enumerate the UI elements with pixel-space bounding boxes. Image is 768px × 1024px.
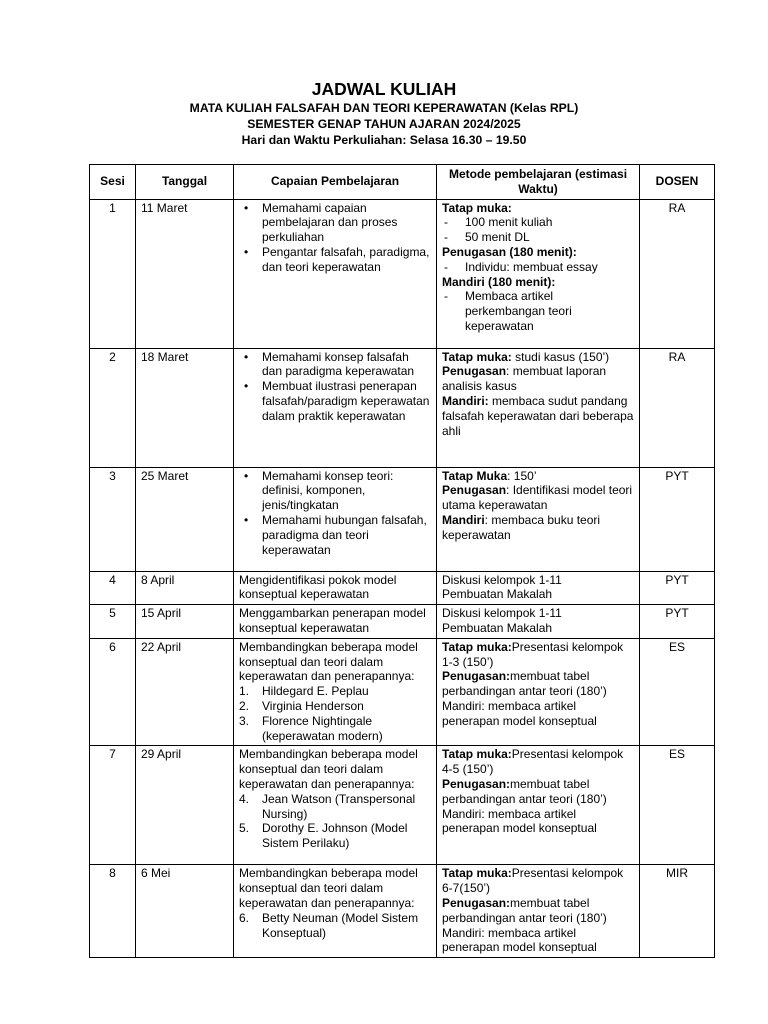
theory-number: 3. bbox=[239, 713, 250, 728]
method-text: 50 menit DL bbox=[465, 230, 530, 245]
theory-list bbox=[239, 911, 431, 941]
theory-item bbox=[239, 911, 431, 941]
theory-item bbox=[239, 821, 431, 851]
method-text: : membaca buku teori keperawatan bbox=[442, 512, 601, 542]
method-label: Tatap Muka bbox=[442, 468, 508, 483]
learning-outcome-list bbox=[239, 469, 431, 558]
lecturer-code: PYT bbox=[640, 605, 715, 639]
method-line bbox=[442, 669, 634, 699]
session-number: 5 bbox=[90, 605, 136, 639]
column-header-metode: Metode pembelajaran (estimasi Waktu) bbox=[437, 165, 640, 200]
method-text: : membuat laporan analisis kasus bbox=[442, 364, 607, 394]
method-line bbox=[442, 621, 634, 636]
lecturer-code: PYT bbox=[640, 571, 715, 605]
method-line bbox=[442, 245, 634, 260]
method-cell bbox=[437, 746, 640, 865]
method-text: : 150’ bbox=[507, 468, 537, 483]
column-header-sesi: Sesi bbox=[90, 165, 136, 200]
table-row bbox=[90, 199, 715, 348]
theory-name: Betty Neuman (Model Sistem Konseptual) bbox=[262, 910, 419, 940]
theory-name: Virginia Henderson bbox=[262, 698, 364, 713]
theory-list bbox=[239, 684, 431, 743]
theory-item bbox=[239, 792, 431, 822]
theory-number: 6. bbox=[239, 910, 250, 925]
learning-outcome-cell bbox=[234, 571, 437, 605]
course-name: MATA KULIAH FALSAFAH DAN TEORI KEPERAWATAN (Kelas RPL) bbox=[189, 101, 579, 115]
method-text: membuat tabel perbandingan antar teori (180’) bbox=[442, 776, 607, 806]
method-text: membaca sudut pandang falsafah keperawatan dari beberapa ahli bbox=[442, 393, 634, 438]
lecturer-code: ES bbox=[640, 638, 715, 746]
method-cell bbox=[437, 348, 640, 467]
method-label: Penugasan bbox=[442, 364, 507, 379]
method-label: Penugasan (180 menit): bbox=[442, 244, 577, 259]
session-date: 11 Maret bbox=[136, 199, 234, 348]
method-label: Mandiri bbox=[442, 512, 485, 527]
method-line bbox=[442, 350, 634, 365]
learning-outcome-list bbox=[239, 201, 431, 275]
table-header-row bbox=[90, 165, 715, 200]
column-header-capaian: Capaian Pembelajaran bbox=[234, 165, 437, 200]
learning-outcome-item: • Membuat ilustrasi penerapan falsafah/paradigm keperawatan dalam praktik keperawatan bbox=[239, 379, 431, 423]
method-line bbox=[442, 606, 634, 621]
learning-outcome-item: • Memahami hubungan falsafah, paradigma dan teori keperawatan bbox=[239, 513, 431, 557]
table-row bbox=[90, 746, 715, 865]
learning-outcome-item: • Pengantar falsafah, paradigma, dan teori keperawatan bbox=[239, 245, 431, 275]
method-line bbox=[442, 896, 634, 926]
method-line bbox=[442, 364, 634, 394]
method-line bbox=[442, 215, 634, 230]
method-text: studi kasus (150’) bbox=[511, 349, 610, 364]
theory-name: Hildegard E. Peplau bbox=[262, 684, 369, 699]
method-line bbox=[442, 587, 634, 602]
document-title: JADWAL KULIAH bbox=[311, 79, 457, 99]
method-label: Penugasan: bbox=[442, 776, 511, 791]
method-line bbox=[442, 573, 634, 588]
method-text: Pembuatan Makalah bbox=[442, 620, 553, 635]
learning-outcome-text: Membandingkan beberapa model konseptual dan teori dalam keperawatan dan penerapannya: bbox=[239, 747, 418, 791]
method-line bbox=[442, 469, 634, 484]
method-text: Pembuatan Makalah bbox=[442, 587, 553, 602]
theory-name: Dorothy E. Johnson (Model Sistem Perilaku) bbox=[262, 821, 408, 851]
theory-item bbox=[239, 684, 431, 699]
method-text: Diskusi kelompok 1-11 bbox=[442, 606, 562, 621]
session-number: 8 bbox=[90, 865, 136, 958]
method-text: Membaca artikel perkembangan teori keperawatan bbox=[465, 289, 572, 333]
method-label: Tatap muka: bbox=[442, 866, 512, 881]
method-label: Mandiri (180 menit): bbox=[442, 274, 556, 289]
learning-outcome-item: • Memahami konsep falsafah dan paradigma keperawatan bbox=[239, 350, 431, 380]
method-line bbox=[442, 394, 634, 438]
lecturer-code: ES bbox=[640, 746, 715, 865]
session-number: 7 bbox=[90, 746, 136, 865]
theory-number: 5. bbox=[239, 821, 250, 836]
document-header bbox=[0, 78, 768, 148]
learning-outcome-text: Mengidentifikasi pokok model konseptual keperawatan bbox=[239, 572, 397, 602]
method-line bbox=[442, 289, 634, 333]
session-number: 4 bbox=[90, 571, 136, 605]
method-text: Mandiri: membaca artikel penerapan model konseptual bbox=[442, 925, 597, 955]
method-cell bbox=[437, 865, 640, 958]
learning-outcome-text: Menggambarkan penerapan model konseptual keperawatan bbox=[239, 606, 426, 635]
learning-outcome-item: • Memahami capaian pembelajaran dan proses perkuliahan bbox=[239, 201, 431, 245]
session-date: 8 April bbox=[136, 571, 234, 605]
method-line bbox=[442, 640, 634, 670]
lecturer-code: RA bbox=[640, 348, 715, 467]
theory-number: 2. bbox=[239, 698, 250, 713]
session-date: 25 Maret bbox=[136, 467, 234, 571]
method-line bbox=[442, 483, 634, 513]
learning-outcome-text: Membandingkan beberapa model konseptual dan teori dalam keperawatan dan penerapannya: bbox=[239, 639, 418, 684]
method-line bbox=[442, 230, 634, 245]
method-text: Mandiri: membaca artikel penerapan model konseptual bbox=[442, 806, 597, 836]
learning-outcome-cell bbox=[234, 348, 437, 467]
learning-outcome-item: • Memahami konsep teori: definisi, komponen, jenis/tingkatan bbox=[239, 469, 431, 513]
theory-name: Jean Watson (Transpersonal Nursing) bbox=[262, 791, 416, 821]
method-label: Tatap muka: bbox=[442, 747, 512, 762]
method-line bbox=[442, 807, 634, 837]
session-number: 6 bbox=[90, 638, 136, 746]
method-text: Presentasi kelompok 4-5 (150’) bbox=[442, 747, 624, 777]
method-label: Penugasan: bbox=[442, 895, 511, 910]
method-text: Mandiri: membaca artikel penerapan model konseptual bbox=[442, 698, 597, 728]
column-header-tanggal: Tanggal bbox=[136, 165, 234, 200]
theory-name: Florence Nightingale (keperawatan modern) bbox=[262, 713, 383, 743]
method-text: Presentasi kelompok 6-7(150’) bbox=[442, 866, 624, 896]
method-label: Penugasan bbox=[442, 483, 507, 498]
lecturer-code: PYT bbox=[640, 467, 715, 571]
method-text: : Identifikasi model teori utama keperawatan bbox=[442, 483, 633, 513]
session-number: 2 bbox=[90, 348, 136, 467]
column-header-dosen: DOSEN bbox=[640, 165, 715, 200]
theory-number: 1. bbox=[239, 684, 250, 699]
learning-outcome-text: Membandingkan beberapa model konseptual dan teori dalam keperawatan dan penerapannya: bbox=[239, 866, 418, 910]
method-cell bbox=[437, 467, 640, 571]
method-text: Individu: membuat essay bbox=[465, 259, 598, 274]
method-line bbox=[442, 777, 634, 807]
table-row bbox=[90, 865, 715, 958]
method-cell bbox=[437, 571, 640, 605]
theory-list bbox=[239, 792, 431, 851]
session-date: 15 April bbox=[136, 605, 234, 639]
theory-number: 4. bbox=[239, 791, 250, 806]
session-number: 3 bbox=[90, 467, 136, 571]
table-row bbox=[90, 348, 715, 467]
schedule-table bbox=[89, 164, 715, 958]
method-cell bbox=[437, 638, 640, 746]
method-label: Mandiri: bbox=[442, 393, 489, 408]
learning-outcome-cell bbox=[234, 199, 437, 348]
method-line bbox=[442, 926, 634, 956]
method-cell bbox=[437, 605, 640, 639]
table-row bbox=[90, 638, 715, 746]
table-row bbox=[90, 605, 715, 639]
lecturer-code: RA bbox=[640, 199, 715, 348]
method-label: Penugasan: bbox=[442, 669, 511, 684]
learning-outcome-list bbox=[239, 350, 431, 424]
method-line bbox=[442, 513, 634, 543]
method-label: Tatap muka: bbox=[442, 639, 512, 654]
method-line bbox=[442, 201, 634, 216]
learning-outcome-cell bbox=[234, 605, 437, 639]
learning-outcome-cell bbox=[234, 865, 437, 958]
method-text: Diskusi kelompok 1-11 bbox=[442, 572, 562, 587]
method-text: Presentasi kelompok 1-3 (150’) bbox=[442, 639, 624, 669]
schedule-time: Hari dan Waktu Perkuliahan: Selasa 16.30 – 19.50 bbox=[241, 133, 527, 147]
method-line bbox=[442, 260, 634, 275]
method-line bbox=[442, 747, 634, 777]
method-text: membuat tabel perbandingan antar teori (180’) bbox=[442, 669, 607, 699]
method-text: membuat tabel perbandingan antar teori (180’) bbox=[442, 895, 607, 925]
theory-item bbox=[239, 699, 431, 714]
method-label: Tatap muka: bbox=[442, 349, 512, 364]
learning-outcome-cell bbox=[234, 467, 437, 571]
method-text: 100 menit kuliah bbox=[465, 215, 553, 230]
method-line bbox=[442, 699, 634, 729]
session-date: 29 April bbox=[136, 746, 234, 865]
method-line bbox=[442, 866, 634, 896]
theory-item bbox=[239, 714, 431, 744]
session-date: 22 April bbox=[136, 638, 234, 746]
method-line bbox=[442, 275, 634, 290]
session-date: 6 Mei bbox=[136, 865, 234, 958]
table-row bbox=[90, 571, 715, 605]
semester-info: SEMESTER GENAP TAHUN AJARAN 2024/2025 bbox=[247, 117, 521, 131]
method-cell bbox=[437, 199, 640, 348]
learning-outcome-cell bbox=[234, 638, 437, 746]
session-date: 18 Maret bbox=[136, 348, 234, 467]
session-number: 1 bbox=[90, 199, 136, 348]
lecturer-code: MIR bbox=[640, 865, 715, 958]
table-row bbox=[90, 467, 715, 571]
method-label: Tatap muka: bbox=[442, 200, 512, 215]
learning-outcome-cell bbox=[234, 746, 437, 865]
